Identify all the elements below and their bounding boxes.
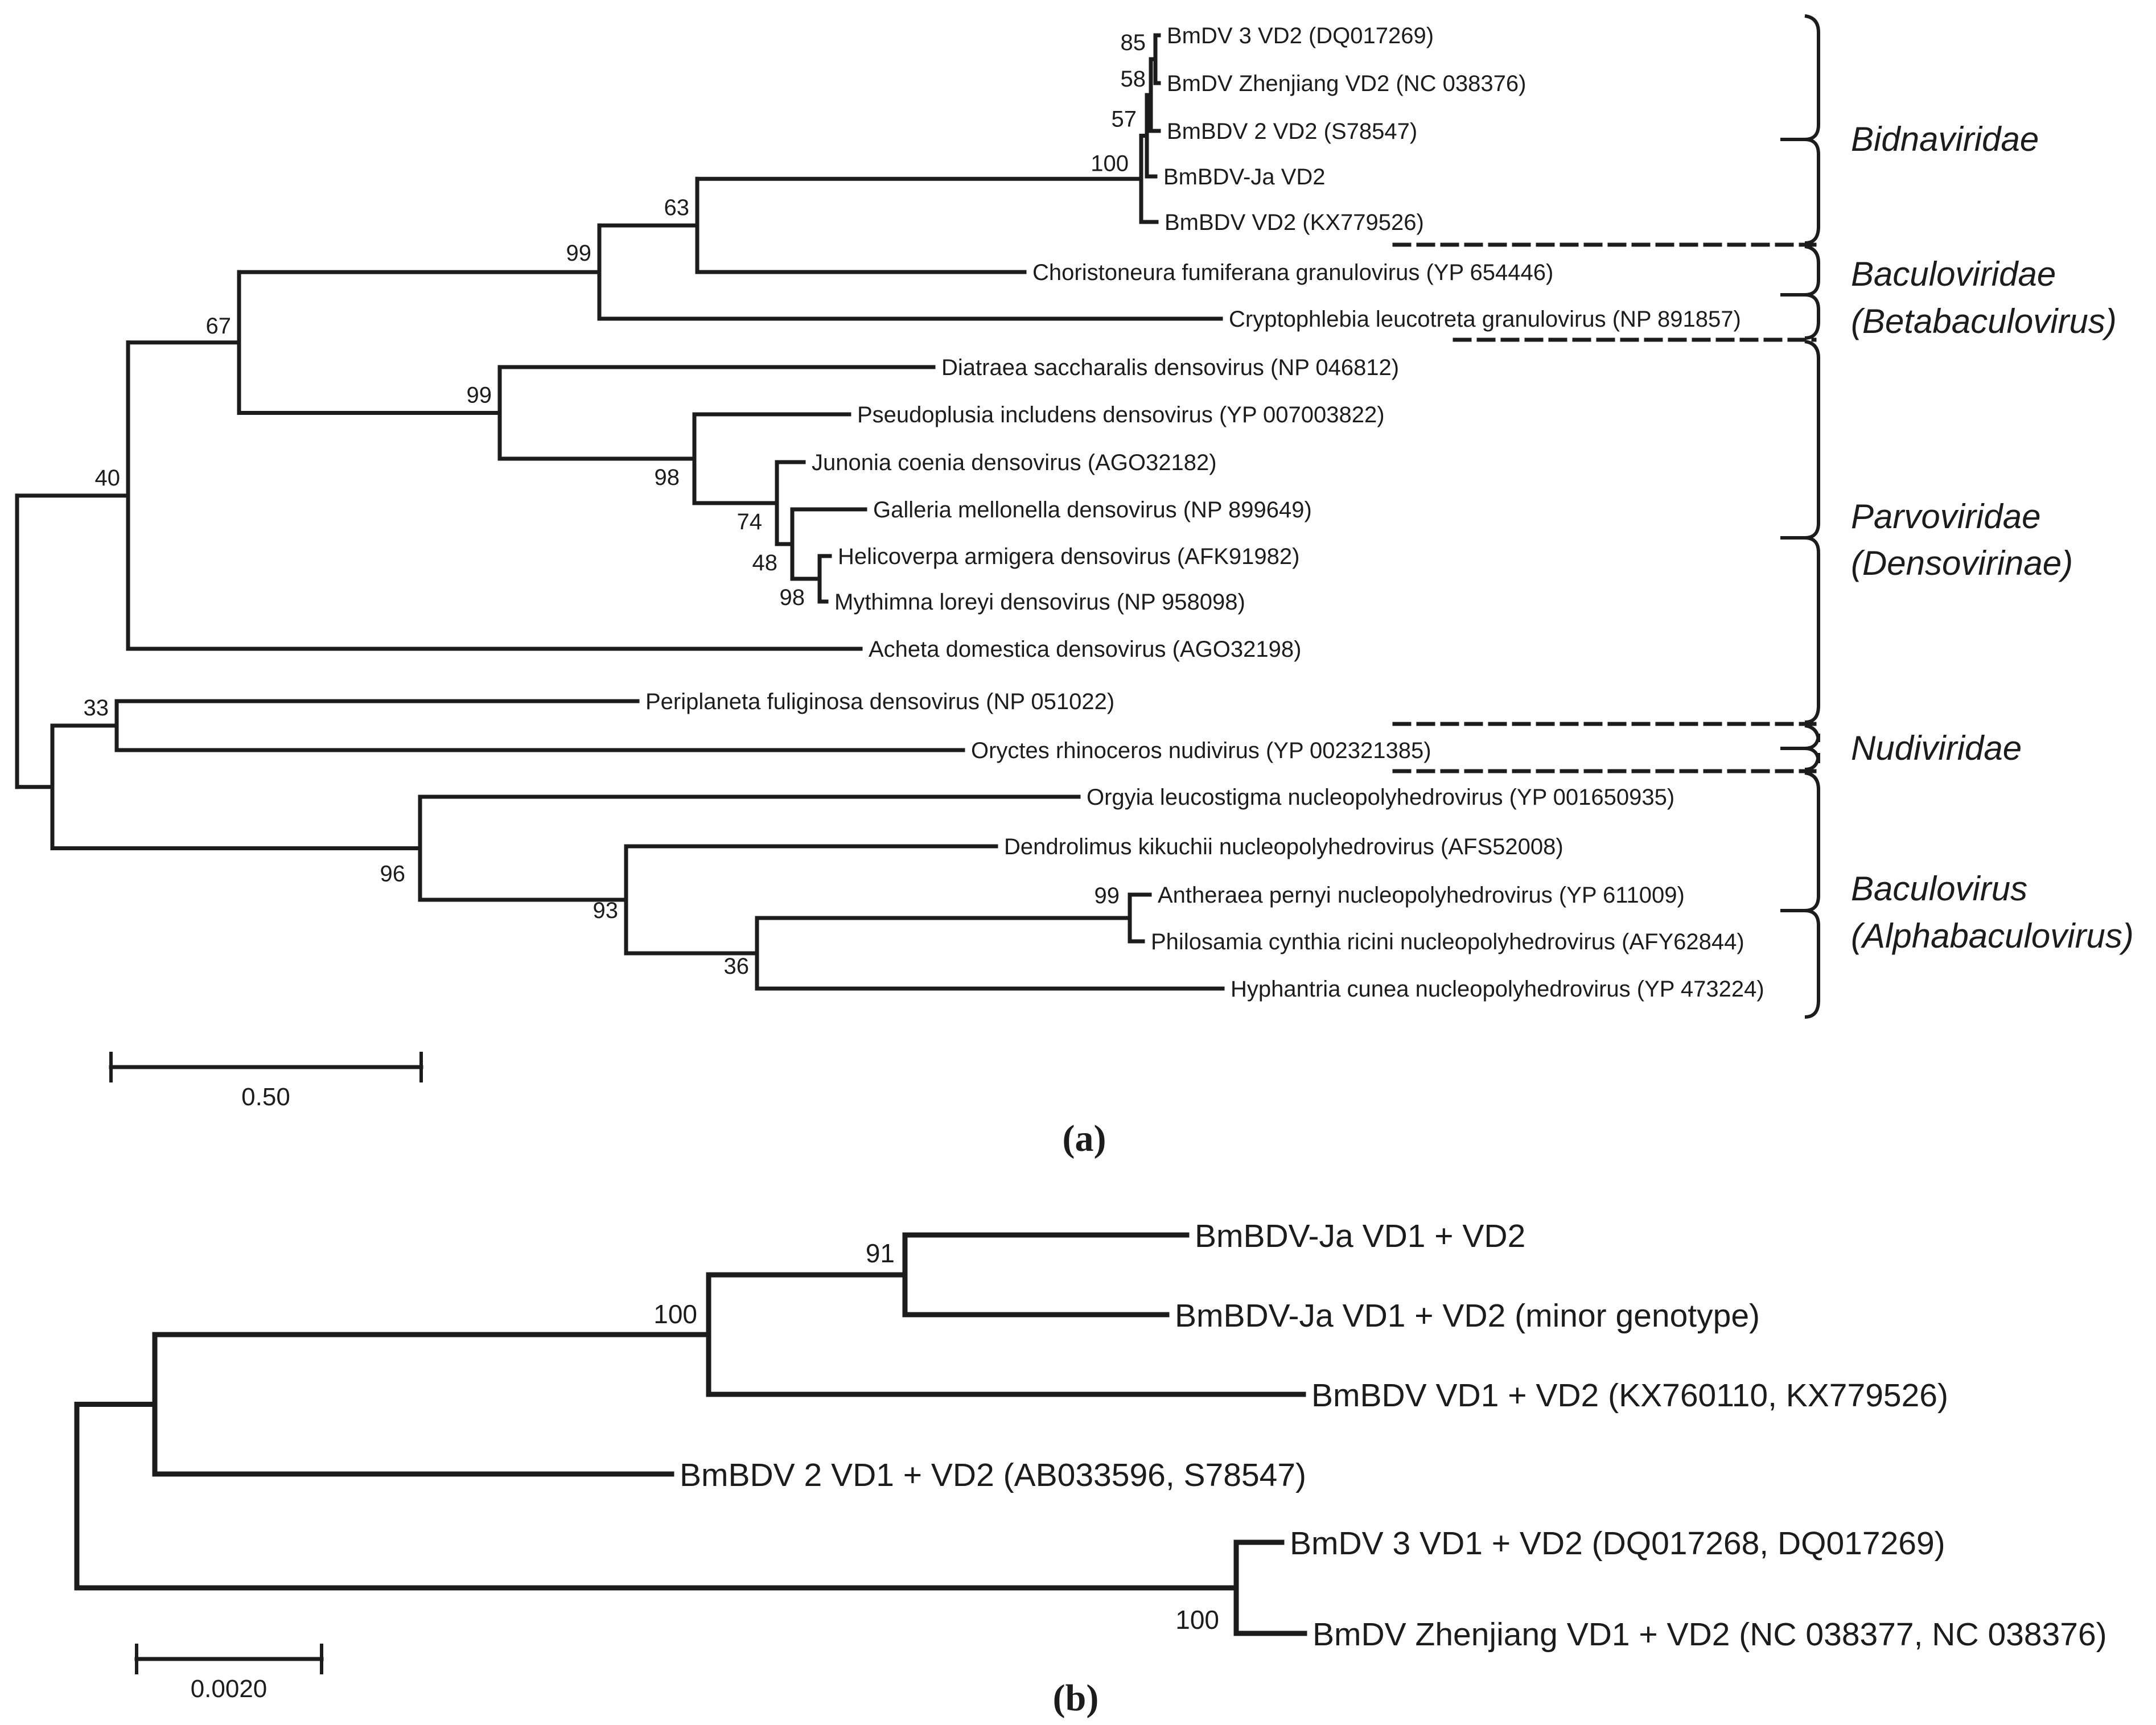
taxon-label: Acheta domestica densovirus (AGO32198) <box>869 637 1302 662</box>
bootstrap-value: 48 <box>752 550 777 575</box>
bootstrap-value: 58 <box>1120 67 1146 92</box>
taxon-label: Antheraea pernyi nucleopolyhedrovirus (YP 611009) <box>1158 883 1685 908</box>
bootstrap-value: 96 <box>380 861 405 887</box>
family-label-baculovirus: Baculovirus <box>1851 870 2028 908</box>
taxon-label: Hyphantria cunea nucleopolyhedrovirus (YP 473224) <box>1231 977 1764 1002</box>
taxon-label: BmBDV 2 VD2 (S78547) <box>1167 119 1418 144</box>
family-label-parvoviridae: Parvoviridae <box>1851 497 2041 536</box>
bootstrap-value: 36 <box>723 954 749 979</box>
taxon-label: BmBDV-Ja VD1 + VD2 <box>1195 1218 1526 1254</box>
taxon-label: Mythimna loreyi densovirus (NP 958098) <box>834 590 1245 615</box>
bootstrap-value: 99 <box>1094 883 1120 908</box>
taxon-label: Cryptophlebia leucotreta granulovirus (NP 891857) <box>1229 307 1741 332</box>
family-group-labels <box>1851 120 2134 955</box>
taxon-label: Junonia coenia densovirus (AGO32182) <box>812 450 1217 475</box>
scalebar-b-label: 0.0020 <box>190 1675 268 1703</box>
bootstrap-value: 100 <box>653 1299 697 1329</box>
taxon-label: BmDV Zhenjiang VD1 + VD2 (NC 038377, NC 038376) <box>1312 1616 2107 1653</box>
family-label-baculoviridae: Baculoviridae <box>1851 255 2056 293</box>
bootstrap-value: 57 <box>1111 106 1137 132</box>
taxon-label: BmDV 3 VD2 (DQ017269) <box>1167 23 1434 48</box>
taxon-label: Dendrolimus kikuchii nucleopolyhedrovirus (AFS52008) <box>1004 834 1563 859</box>
taxon-label: Oryctes rhinoceros nudivirus (YP 002321385) <box>971 738 1431 763</box>
family-bracket <box>1805 773 1818 1017</box>
family-label-alphabaculovirus: (Alphabaculovirus) <box>1851 917 2134 955</box>
taxon-label: Diatraea saccharalis densovirus (NP 046812) <box>941 355 1400 380</box>
bootstrap-value: 91 <box>865 1238 895 1268</box>
taxon-label: Periplaneta fuliginosa densovirus (NP 051022) <box>645 689 1115 714</box>
tree-a-cladogram <box>17 23 1764 1002</box>
family-label-nudiviridae: Nudiviridae <box>1851 729 2022 767</box>
family-bracket <box>1805 16 1818 243</box>
bootstrap-value: 67 <box>205 313 231 339</box>
bootstrap-value: 74 <box>737 509 762 534</box>
family-bracket <box>1805 726 1818 769</box>
panel-a-label: (a) <box>1062 1118 1106 1159</box>
family-bracket <box>1805 341 1818 722</box>
family-label-betabaculovirus: (Betabaculovirus) <box>1851 302 2117 340</box>
bootstrap-value: 63 <box>664 195 689 221</box>
taxon-label: BmBDV-Ja VD2 <box>1163 164 1326 190</box>
bootstrap-value: 40 <box>94 465 120 491</box>
taxon-label: BmBDV VD2 (KX779526) <box>1165 210 1424 235</box>
bootstrap-value: 93 <box>593 898 618 923</box>
taxon-label: Helicoverpa armigera densovirus (AFK91982) <box>838 544 1300 569</box>
taxon-label: Choristoneura fumiferana granulovirus (YP 654446) <box>1032 260 1554 285</box>
family-label-bidnaviridae: Bidnaviridae <box>1851 120 2039 158</box>
bootstrap-value: 99 <box>566 241 591 266</box>
taxon-label: BmDV 3 VD1 + VD2 (DQ017268, DQ017269) <box>1290 1525 1945 1562</box>
taxon-label: BmBDV 2 VD1 + VD2 (AB033596, S78547) <box>680 1457 1307 1493</box>
taxon-label: BmBDV VD1 + VD2 (KX760110, KX779526) <box>1311 1377 1948 1414</box>
taxon-label: Philosamia cynthia ricini nucleopolyhedrovirus (AFY62844) <box>1151 929 1744 954</box>
bootstrap-value: 100 <box>1091 151 1129 176</box>
tree-b-cladogram <box>77 1218 2107 1653</box>
bootstrap-value: 98 <box>654 465 680 490</box>
taxon-label: BmBDV-Ja VD1 + VD2 (minor genotype) <box>1175 1298 1760 1334</box>
panel-b-label: (b) <box>1052 1677 1099 1719</box>
bootstrap-value: 85 <box>1120 30 1146 55</box>
bootstrap-value: 98 <box>779 585 805 610</box>
family-bracket <box>1805 246 1818 338</box>
bootstrap-value: 99 <box>466 382 492 408</box>
bootstrap-value: 33 <box>83 695 109 721</box>
bootstrap-value: 100 <box>1175 1605 1219 1635</box>
scalebar-a-label: 0.50 <box>241 1083 290 1111</box>
taxon-label: Pseudoplusia includens densovirus (YP 007003822) <box>857 402 1385 427</box>
taxon-label: BmDV Zhenjiang VD2 (NC 038376) <box>1167 71 1527 96</box>
taxon-label: Orgyia leucostigma nucleopolyhedrovirus (YP 001650935) <box>1087 785 1675 810</box>
taxon-label: Galleria mellonella densovirus (NP 899649) <box>873 497 1312 522</box>
family-label-densovirinae: (Densovirinae) <box>1851 544 2073 582</box>
